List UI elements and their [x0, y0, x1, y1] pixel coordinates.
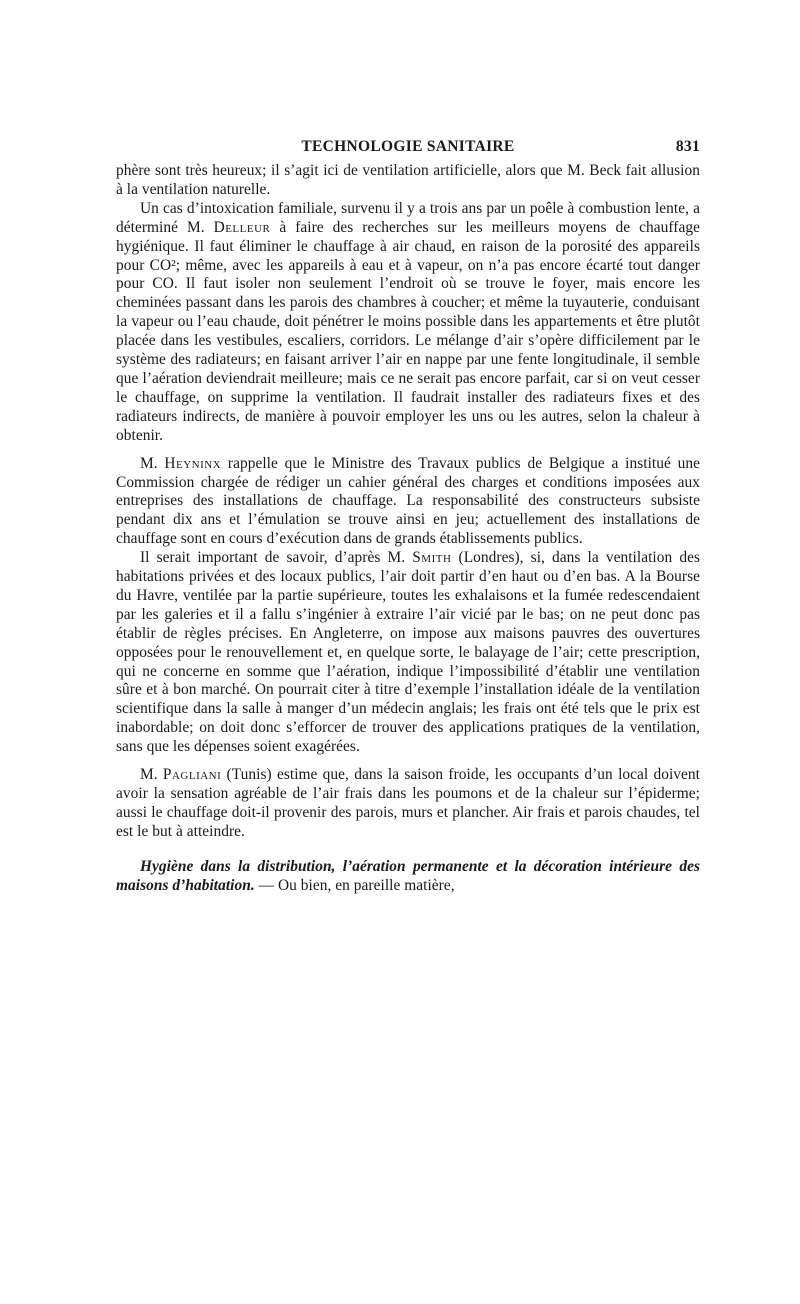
speaker-name-smith: Smith [412, 549, 452, 567]
paragraph-5-text-a: M. [140, 766, 163, 784]
paragraph-1 [116, 162, 700, 200]
paragraph-2 [116, 200, 700, 446]
paragraph-3-text-b: rappelle que le Ministre des Travaux publics de Belgique a institué une Commission chargée de rédiger un cahier général des charges et conditions imposées aux entreprises des installations de chauffage. La responsabilité des constructeurs subsiste pendant dix ans et l’émulation se trouve ainsi en jeu; actuellement des installations de chauffage sont en cours d’exécution dans de grands établissements publics. [116, 454, 700, 548]
speaker-name-delleur: Delleur [213, 218, 271, 236]
speaker-name-heyninx: Heyninx [164, 454, 222, 472]
body-text [116, 162, 700, 896]
document-page [116, 138, 700, 896]
paragraph-4-text-a: Il serait important de savoir, d’après M. [140, 549, 413, 567]
paragraph-6-text: — Ou bien, en pareille matière, [254, 876, 455, 894]
running-head [116, 138, 700, 162]
paragraph-4-text-b: (Londres), si, dans la ventilation des habitations privées et des locaux publics, l’air doit partir d’en haut ou d’en bas. A la Bourse du Havre, ventilée par la partie supérieure, toutes les exhalaisons et la fumée redescendaient par les galeries et il a fallu s’ingénier à extraire l’air vicié par le bas; on ne peut donc pas établir de règles précises. En Angleterre, on impose aux maisons pauvres des ouvertures opposées pour le renouvellement et, en quelque sorte, le balayage de l’air; cette prescription, qui ne concerne en somme que l’aération, indique l’impossibilité d’établir une ventilation sûre et à bon marché. On pourrait citer à titre d’exemple l’installation idéale de la ventilation scientifique dans la salle à manger d’un médecin anglais; les frais ont été tels que le prix est inabordable; on doit donc s’efforcer de trouver des applications pratiques de la ventilation, sans que les dépenses soient exagérées. [116, 549, 700, 756]
paragraph-3-text-a: M. [140, 454, 165, 472]
paragraph-4 [116, 549, 700, 757]
paragraph-6 [116, 858, 700, 896]
page-number: 831 [675, 138, 700, 155]
running-head-title: TECHNOLOGIE SANITAIRE [301, 138, 515, 155]
paragraph-2-text-b: à faire des recherches sur les meilleurs moyens de chauffage hygiénique. Il faut éliminer le chauffage à air chaud, en raison de la porosité des appareils pour CO²; même, avec les appareils à eau et à vapeur, on n’a pas encore écarté tout danger pour CO. Il faut isoler non seulement l’endroit où se trouve le foyer, mais encore les cheminées passant dans les parois des chambres à coucher; et même la tuyauterie, conduisant la vapeur ou l’eau chaude, doit pénétrer le moins possible dans les appartements et être plutôt placée dans les vestibules, escaliers, corridors. Le mélange d’air s’opère difficilement par le système des radiateurs; en faisant arriver l’air en nappe par une fente longitudinale, il semble que l’aération deviendrait meilleure; mais ce ne serait pas encore parfait, car si on veut cesser le chauffage, on supprime la ventilation. Il faudrait installer des radiateurs fixes et des radiateurs indirects, de manière à pouvoir employer les uns ou les autres, selon la chaleur à obtenir. [116, 218, 700, 444]
paragraph-2-text-a: Un cas d’intoxication familiale, survenu il y a trois ans par un poêle à combustion lente, a déterminé M. [116, 199, 700, 236]
paragraph-3 [116, 455, 700, 550]
paragraph-5 [116, 766, 700, 842]
paragraph-5-text-b: (Tunis) estime que, dans la saison froide, les occupants d’un local doivent avoir la sensation agréable de l’air frais dans les poumons et de la chaleur sur l’épiderme; aussi le chauffage doit-il provenir des parois, murs et plancher. Air frais et parois chaudes, tel est le but à atteindre. [116, 766, 701, 840]
speaker-name-pagliani: Pagliani [162, 766, 222, 784]
section-heading: Hygiène dans la distribution, l’aération permanente et la décoration intérieure des maisons d’habitation. [116, 857, 700, 894]
paragraph-1-text: phère sont très heureux; il s’agit ici de ventilation artificielle, alors que M. Beck fait allusion à la ventilation naturelle. [116, 162, 700, 198]
